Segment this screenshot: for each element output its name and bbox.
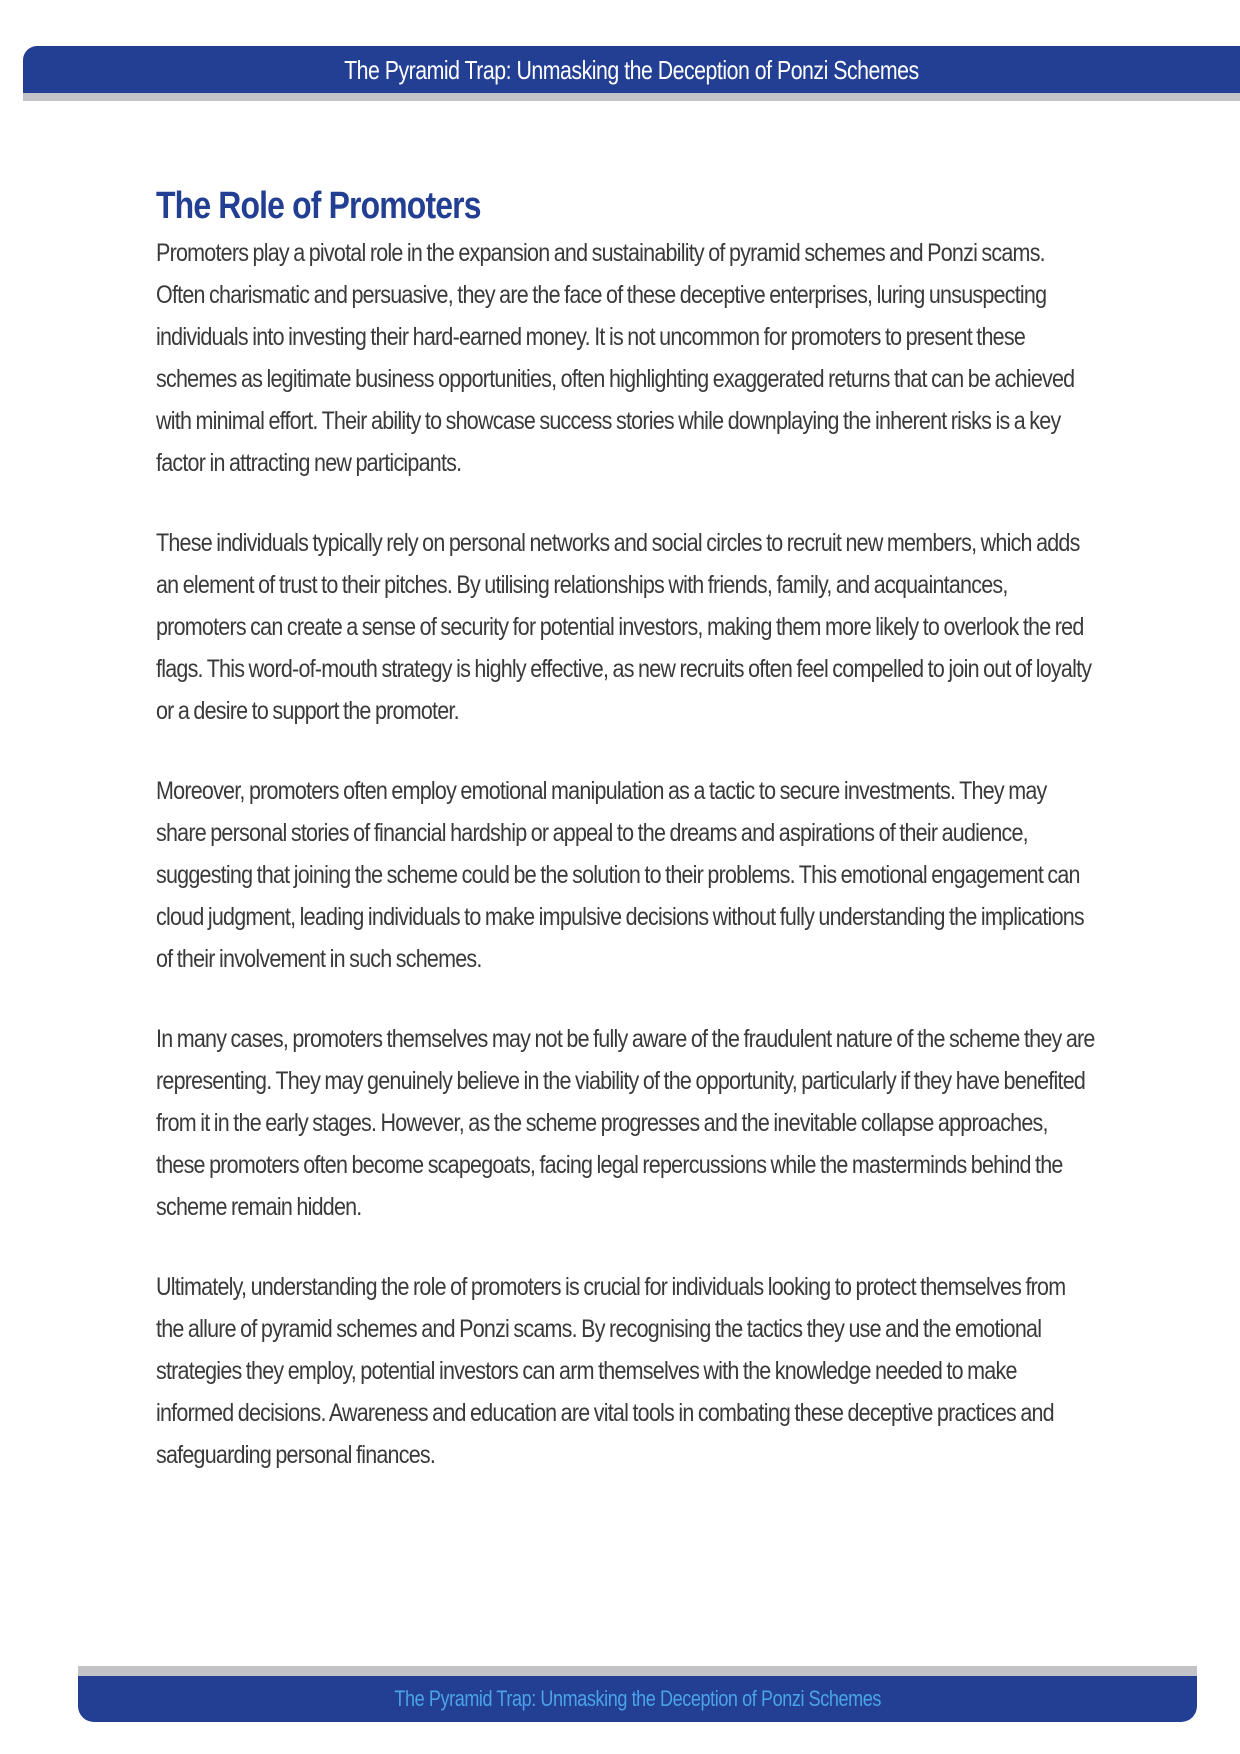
main-content [156,180,1096,1514]
paragraph-2: These individuals typically rely on personal networks and social circles to recruit new members, which adds an element of trust to their pitches. By utilising relationships with friends, family, and acquaintances, promoters can create a sense of security for potential investors, making them more likely to overlook the red flags. This word-of-mouth strategy is highly effective, as new recruits often feel compelled to join out of loyalty or a desire to support the promoter. [156,529,1092,725]
paragraph-3: Moreover, promoters often employ emotional manipulation as a tactic to secure investments. They may share personal stories of financial hardship or appeal to the dreams and aspirations of their audience, suggesting that joining the scheme could be the solution to their problems. This emotional engagement can cloud judgment, leading individuals to make impulsive decisions without fully understanding the implications of their involvement in such schemes. [156,777,1084,973]
section-heading: The Role of Promoters [156,185,481,227]
paragraph-5: Ultimately, understanding the role of promoters is crucial for individuals looking to protect themselves from the allure of pyramid schemes and Ponzi scams. By recognising the tactics they use and the emotional strategies they employ, potential investors can arm themselves with the knowledge needed to make informed decisions. Awareness and education are vital tools in combating these deceptive practices and safeguarding personal finances. [156,1273,1066,1469]
paragraph-1: Promoters play a pivotal role in the expansion and sustainability of pyramid schemes and Ponzi scams. Often charismatic and persuasive, they are the face of these deceptive enterprises, luring unsuspecting individuals into investing their hard-earned money. It is not uncommon for promoters to present these schemes as legitimate business opportunities, often highlighting exaggerated returns that can be achieved with minimal effort. Their ability to showcase success stories while downplaying the inherent risks is a key factor in attracting new participants. [156,239,1075,477]
header-title: The Pyramid Trap: Unmasking the Deception of Ponzi Schemes [344,54,919,85]
page-footer-bar [78,1676,1197,1722]
footer-divider [78,1666,1197,1676]
header-divider [23,93,1240,101]
paragraph-4: In many cases, promoters themselves may not be fully aware of the fraudulent nature of the scheme they are representing. They may genuinely believe in the viability of the opportunity, particularly if they have benefited from it in the early stages. However, as the scheme progresses and the inevitable collapse approaches, these promoters often become scapegoats, facing legal repercussions while the masterminds behind the scheme remain hidden. [156,1025,1095,1221]
footer-title: The Pyramid Trap: Unmasking the Deception of Ponzi Schemes [394,1686,881,1711]
page-header-bar [23,46,1240,93]
